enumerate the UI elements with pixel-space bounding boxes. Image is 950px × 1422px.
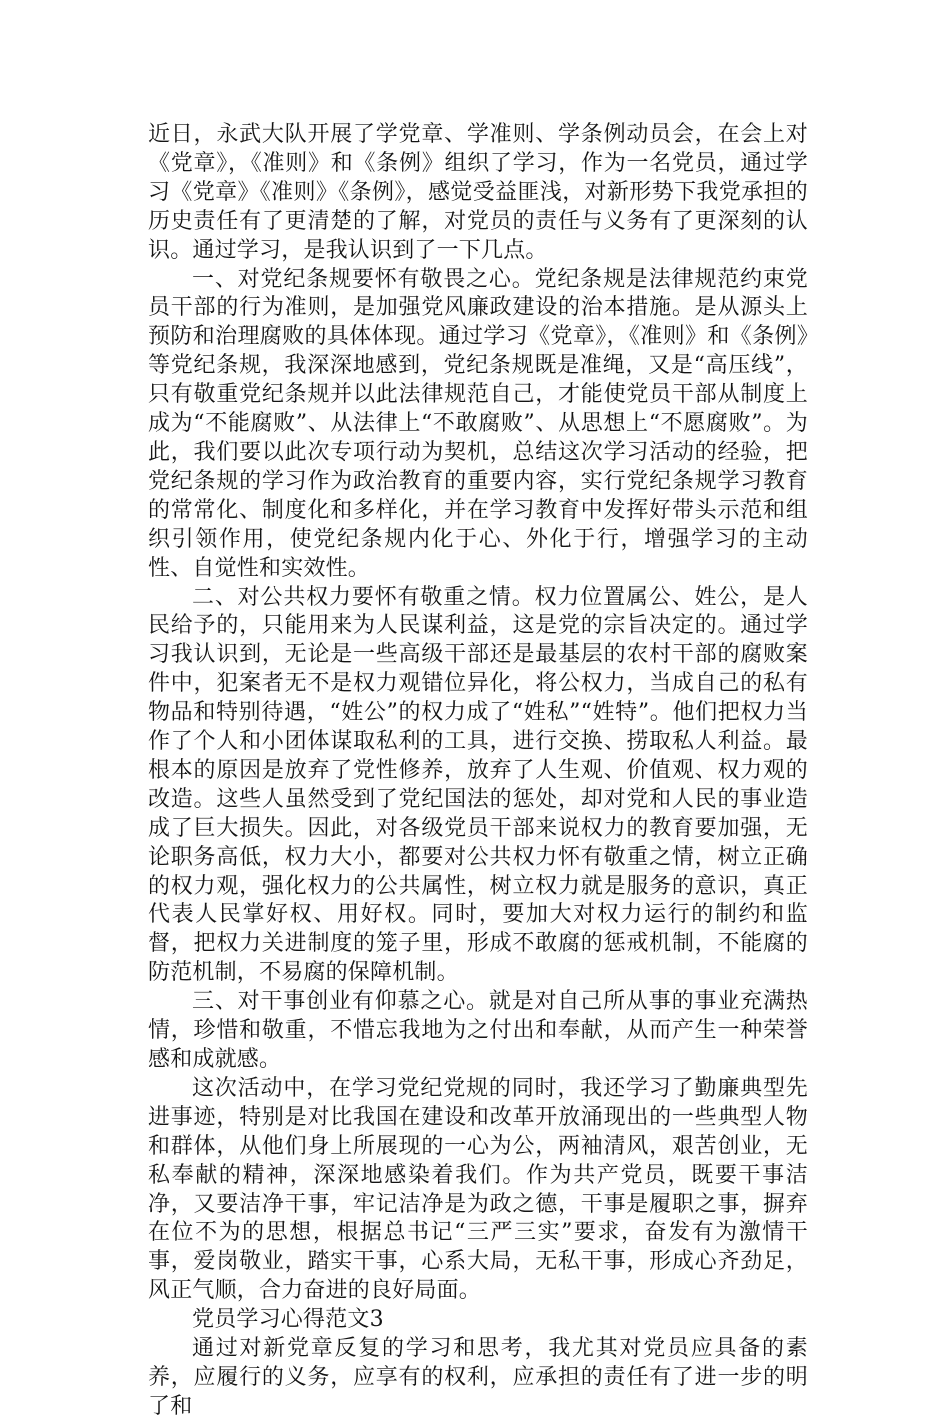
paragraph-point-three: 三、对干事创业有仰慕之心。就是对自己所从事的事业充满热情，珍惜和敬重，不惜忘我地为之付出和奉献，从而产生一种荣誉感和成就感。 <box>148 989 808 1072</box>
section-heading: 党员学习心得范文3 <box>192 1307 384 1333</box>
paragraph-activity: 这次活动中，在学习党纪党规的同时，我还学习了勤廉典型先进事迹，特别是对比我国在建设和改革开放涌现出的一些典型人物和群体，从他们身上所展现的一心为公，两袖清风，艰苦创业，无私奉献的精神，深深地感染着我们。作为共产党员，既要干事洁净，又要洁净干事，牢记洁净是为政之德，干事是履职之事，摒弃在位不为的思想，根据总书记“三严三实”要求，奋发有为激情干事，爱岗敬业，踏实干事，心系大局，无私干事，形成心齐劲足，风正气顺，合力奋进的良好局面。 <box>148 1075 808 1304</box>
document-body <box>148 121 808 1422</box>
paragraph-point-one: 一、对党纪条规要怀有敬畏之心。党纪条规是法律规范约束党员干部的行为准则，是加强党风廉政建设的治本措施。是从源头上预防和治理腐败的具体体现。通过学习《党章》，《准则》和《条例》等党纪条规，我深深地感到，党纪条规既是准绳，又是“高压线”，只有敬重党纪条规并以此法律规范自己，才能使党员干部从制度上成为“不能腐败”、从法律上“不敢腐败”、从思想上“不愿腐败”。为此，我们要以此次专项行动为契机，总结这次学习活动的经验，把党纪条规的学习作为政治教育的重要内容，实行党纪条规学习教育的常常化、制度化和多样化，并在学习教育中发挥好带头示范和组织引领作用，使党纪条规内化于心、外化于行，增强学习的主动性、自觉性和实效性。 <box>148 266 808 581</box>
paragraph-point-two: 二、对公共权力要怀有敬重之情。权力位置属公、姓公，是人民给予的，只能用来为人民谋利益，这是党的宗旨决定的。通过学习我认识到，无论是一些高级干部还是最基层的农村干部的腐败案件中，犯案者无不是权力观错位异化，将公权力，当成自己的私有物品和特别待遇，“姓公”的权力成了“姓私”“姓特”。他们把权力当作了个人和小团体谋取私利的工具，进行交换、捞取私人利益。最根本的原因是放弃了党性修养，放弃了人生观、价值观、权力观的改造。这些人虽然受到了党纪国法的惩处，却对党和人民的事业造成了巨大损失。因此，对各级党员干部来说权力的教育要加强，无论职务高低，权力大小，都要对公共权力怀有敬重之情，树立正确的权力观，强化权力的公共属性，树立权力就是服务的意识，真正代表人民掌好权、用好权。同时，要加大对权力运行的制约和监督，把权力关进制度的笼子里，形成不敢腐的惩戒机制，不能腐的防范机制，不易腐的保障机制。 <box>148 584 808 986</box>
paragraph-essay-three: 通过对新党章反复的学习和思考，我尤其对党员应具备的素养，应履行的义务，应享有的权利，应承担的责任有了进一步的明了和 <box>148 1336 808 1419</box>
paragraph-intro: 近日，永武大队开展了学党章、学准则、学条例动员会，在会上对《党章》，《准则》和《条例》组织了学习，作为一名党员，通过学习《党章》《准则》《条例》，感觉受益匪浅，对新形势下我党承担的历史责任有了更清楚的了解，对党员的责任与义务有了更深刻的认识。通过学习，是我认识到了一下几点。 <box>148 122 808 263</box>
